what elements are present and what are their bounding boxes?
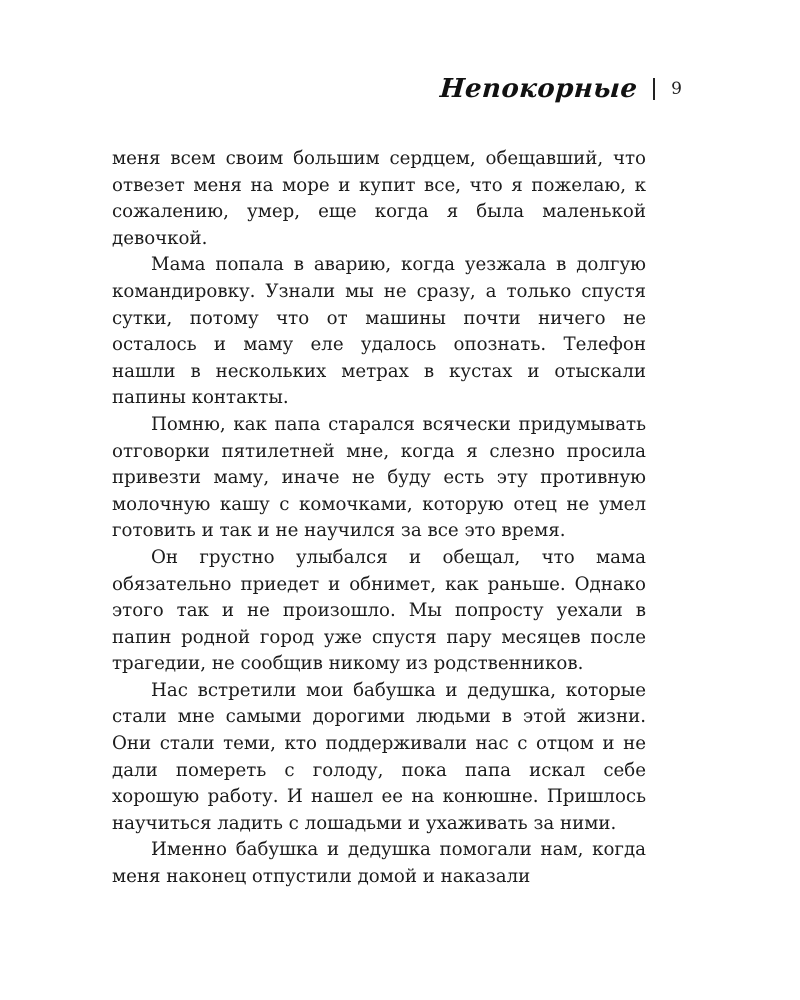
paragraph-1: меня всем своим большим сердцем, обещавший, что отвезет меня на море и купит все, что я пожелаю, к сожалению, умер, еще когда я была маленькой девочкой. — [112, 148, 646, 249]
body-text — [112, 146, 646, 891]
paragraph-4: Он грустно улыбался и обещал, что мама обязательно приедет и обнимет, как раньше. Однако этого так и не произошло. Мы попросту уехали в папин родной город уже спустя пару месяцев после трагедии, не сообщив никому из родственников. — [112, 546, 646, 675]
paragraph-3: Помню, как папа старался всячески придумывать отговорки пятилетней мне, когда я слезно просила привезти маму, иначе не буду есть эту противную молочную кашу с комочками, которую отец не умел готовить и так и не научился за все это время. — [112, 413, 646, 542]
paragraph-6: Именно бабушка и дедушка помогали нам, когда меня наконец отпустили домой и наказали — [112, 839, 646, 888]
paragraph-2: Мама попала в аварию, когда уезжала в долгую командировку. Узнали мы не сразу, а только спустя сутки, потому что от машины почти ничего не осталось и маму еле удалось опознать. Телефон нашли в нескольких метрах в кустах и отыскали папины контакты. — [112, 254, 646, 409]
running-header — [440, 74, 682, 104]
page-number: 9 — [671, 79, 682, 99]
book-title: Непокорные — [438, 74, 639, 104]
header-divider — [653, 78, 655, 100]
paragraph-5: Нас встретили мои бабушка и дедушка, которые стали мне самыми дорогими людьми в этой жизни. Они стали теми, кто поддерживали нас с отцом и не дали помереть с голоду, пока папа искал себе хорошую работу. И нашел ее на конюшне. Пришлось научиться ладить с лошадьми и ухаживать за ними. — [112, 679, 646, 834]
